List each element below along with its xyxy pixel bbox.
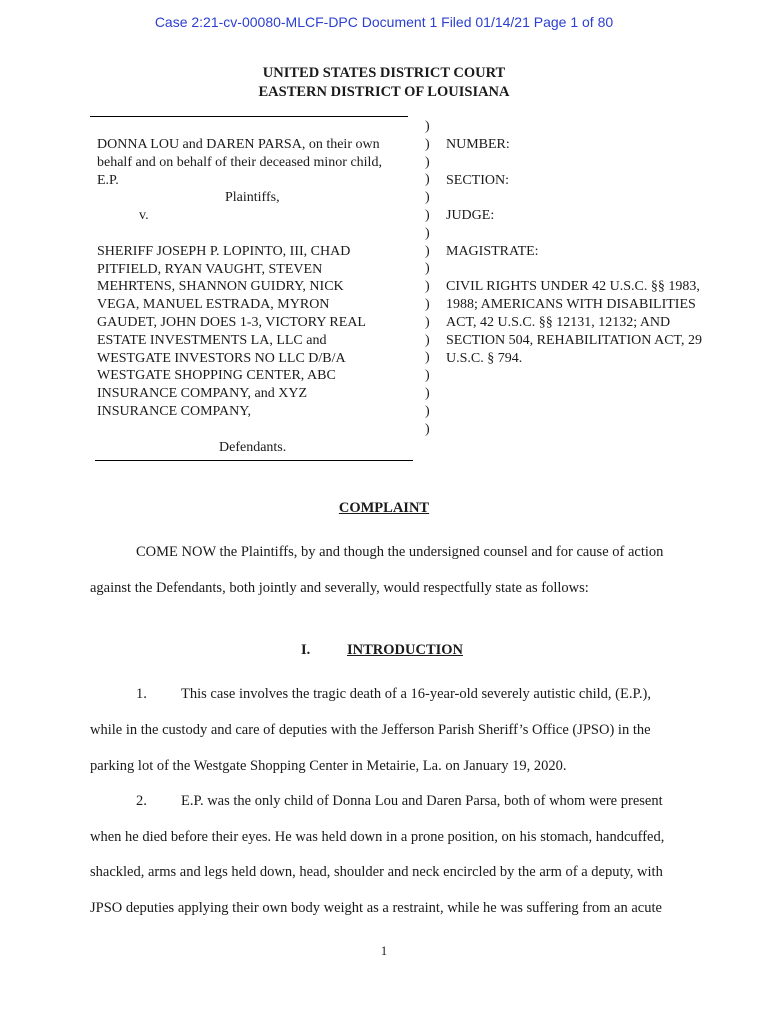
defendants-line: VEGA, MANUEL ESTRADA, MYRON	[97, 297, 330, 313]
paragraph-line: JPSO deputies applying their own body weight as a restraint, while he was suffering from an acute	[90, 900, 662, 916]
defendants-line: SHERIFF JOSEPH P. LOPINTO, III, CHAD	[97, 243, 351, 259]
caption-paren: )	[425, 207, 430, 223]
section-title: INTRODUCTION	[347, 642, 464, 658]
versus-label: v.	[139, 208, 149, 224]
page-number: 1	[380, 944, 388, 958]
caption-paren: )	[425, 225, 430, 241]
caption-case-fields	[446, 136, 702, 367]
defendants-line: INSURANCE COMPANY, and XYZ	[97, 386, 308, 402]
defendants-line: ESTATE INVESTMENTS LA, LLC and	[97, 332, 327, 348]
defendants-line: GAUDET, JOHN DOES 1-3, VICTORY REAL	[97, 314, 366, 330]
section-field-label: SECTION:	[446, 172, 509, 188]
caption-paren: )	[425, 421, 430, 437]
paragraph-line: against the Defendants, both jointly and severally, would respectfully state as follows:	[90, 580, 589, 596]
paragraph-line: COME NOW the Plaintiffs, by and though the undersigned counsel and for cause of action	[136, 544, 664, 560]
plaintiffs-line: E.P.	[97, 172, 119, 188]
civil-rights-line: 1988; AMERICANS WITH DISABILITIES	[446, 297, 696, 313]
number-field-label: NUMBER:	[446, 137, 510, 152]
caption-paren: )	[425, 190, 430, 206]
civil-rights-line: CIVIL RIGHTS UNDER 42 U.S.C. §§ 1983,	[446, 279, 700, 295]
defendants-line: PITFIELD, RYAN VAUGHT, STEVEN	[97, 261, 323, 277]
section-numeral: I.	[301, 642, 311, 658]
defendants-line: WESTGATE SHOPPING CENTER, ABC	[97, 368, 336, 384]
case-header-stamp: Case 2:21-cv-00080-MLCF-DPC Document 1 Filed 01/14/21 Page 1 of 80	[154, 14, 614, 30]
civil-rights-line: SECTION 504, REHABILITATION ACT, 29	[446, 332, 703, 348]
paragraph-line: when he died before their eyes. He was held down in a prone position, on his stomach, handcuffed,	[90, 829, 665, 845]
plaintiffs-line: behalf and on behalf of their deceased minor child,	[97, 154, 382, 170]
court-name: UNITED STATES DISTRICT COURT	[262, 65, 506, 81]
caption-paren-column	[425, 118, 430, 438]
paragraph-line: This case involves the tragic death of a 16-year-old severely autistic child, (E.P.),	[181, 686, 651, 702]
defendants-line: WESTGATE INVESTORS NO LLC D/B/A	[97, 350, 346, 366]
court-district: EASTERN DISTRICT OF LOUISIANA	[258, 84, 510, 100]
paragraph-number: 2.	[136, 793, 147, 809]
magistrate-field-label: MAGISTRATE:	[446, 243, 539, 259]
paragraph-line: parking lot of the Westgate Shopping Center in Metairie, La. on January 19, 2020.	[90, 758, 567, 774]
paragraph-line: while in the custody and care of deputies with the Jefferson Parish Sheriff’s Office (JPSO) in the	[90, 722, 651, 738]
defendants-line: INSURANCE COMPANY,	[97, 403, 252, 419]
civil-rights-line: ACT, 42 U.S.C. §§ 12131, 12132; AND	[446, 314, 671, 330]
caption-paren: )	[425, 243, 430, 259]
caption-paren: )	[425, 172, 430, 188]
caption-paren: )	[425, 279, 430, 295]
court-heading	[0, 64, 768, 102]
paragraph-line: E.P. was the only child of Donna Lou and Daren Parsa, both of whom were present	[181, 793, 663, 809]
paragraph-number: 1.	[136, 686, 147, 702]
defendants-label: Defendants.	[219, 439, 287, 455]
paragraph-line: shackled, arms and legs held down, head, shoulder and neck encircled by the arm of a deputy, with	[90, 864, 663, 880]
caption-paren: )	[425, 314, 430, 330]
civil-rights-line: U.S.C. § 794.	[446, 350, 523, 366]
caption-paren: )	[425, 368, 430, 384]
caption-parties	[97, 136, 415, 456]
caption-paren: )	[425, 136, 430, 152]
caption-paren: )	[425, 350, 430, 366]
caption-paren: )	[425, 403, 430, 419]
caption-paren: )	[425, 261, 430, 277]
caption-paren: )	[425, 119, 430, 134]
caption-paren: )	[425, 385, 430, 401]
caption-paren: )	[425, 154, 430, 170]
plaintiffs-line: DONNA LOU and DAREN PARSA, on their own	[97, 137, 380, 152]
caption-paren: )	[425, 332, 430, 348]
judge-field-label: JUDGE:	[446, 208, 495, 224]
defendants-line: MEHRTENS, SHANNON GUIDRY, NICK	[97, 279, 344, 295]
plaintiffs-label: Plaintiffs,	[225, 190, 280, 206]
complaint-title: COMPLAINT	[338, 500, 430, 516]
caption-bottom-rule	[95, 460, 413, 461]
caption-paren: )	[425, 296, 430, 312]
caption-top-rule	[90, 116, 408, 117]
